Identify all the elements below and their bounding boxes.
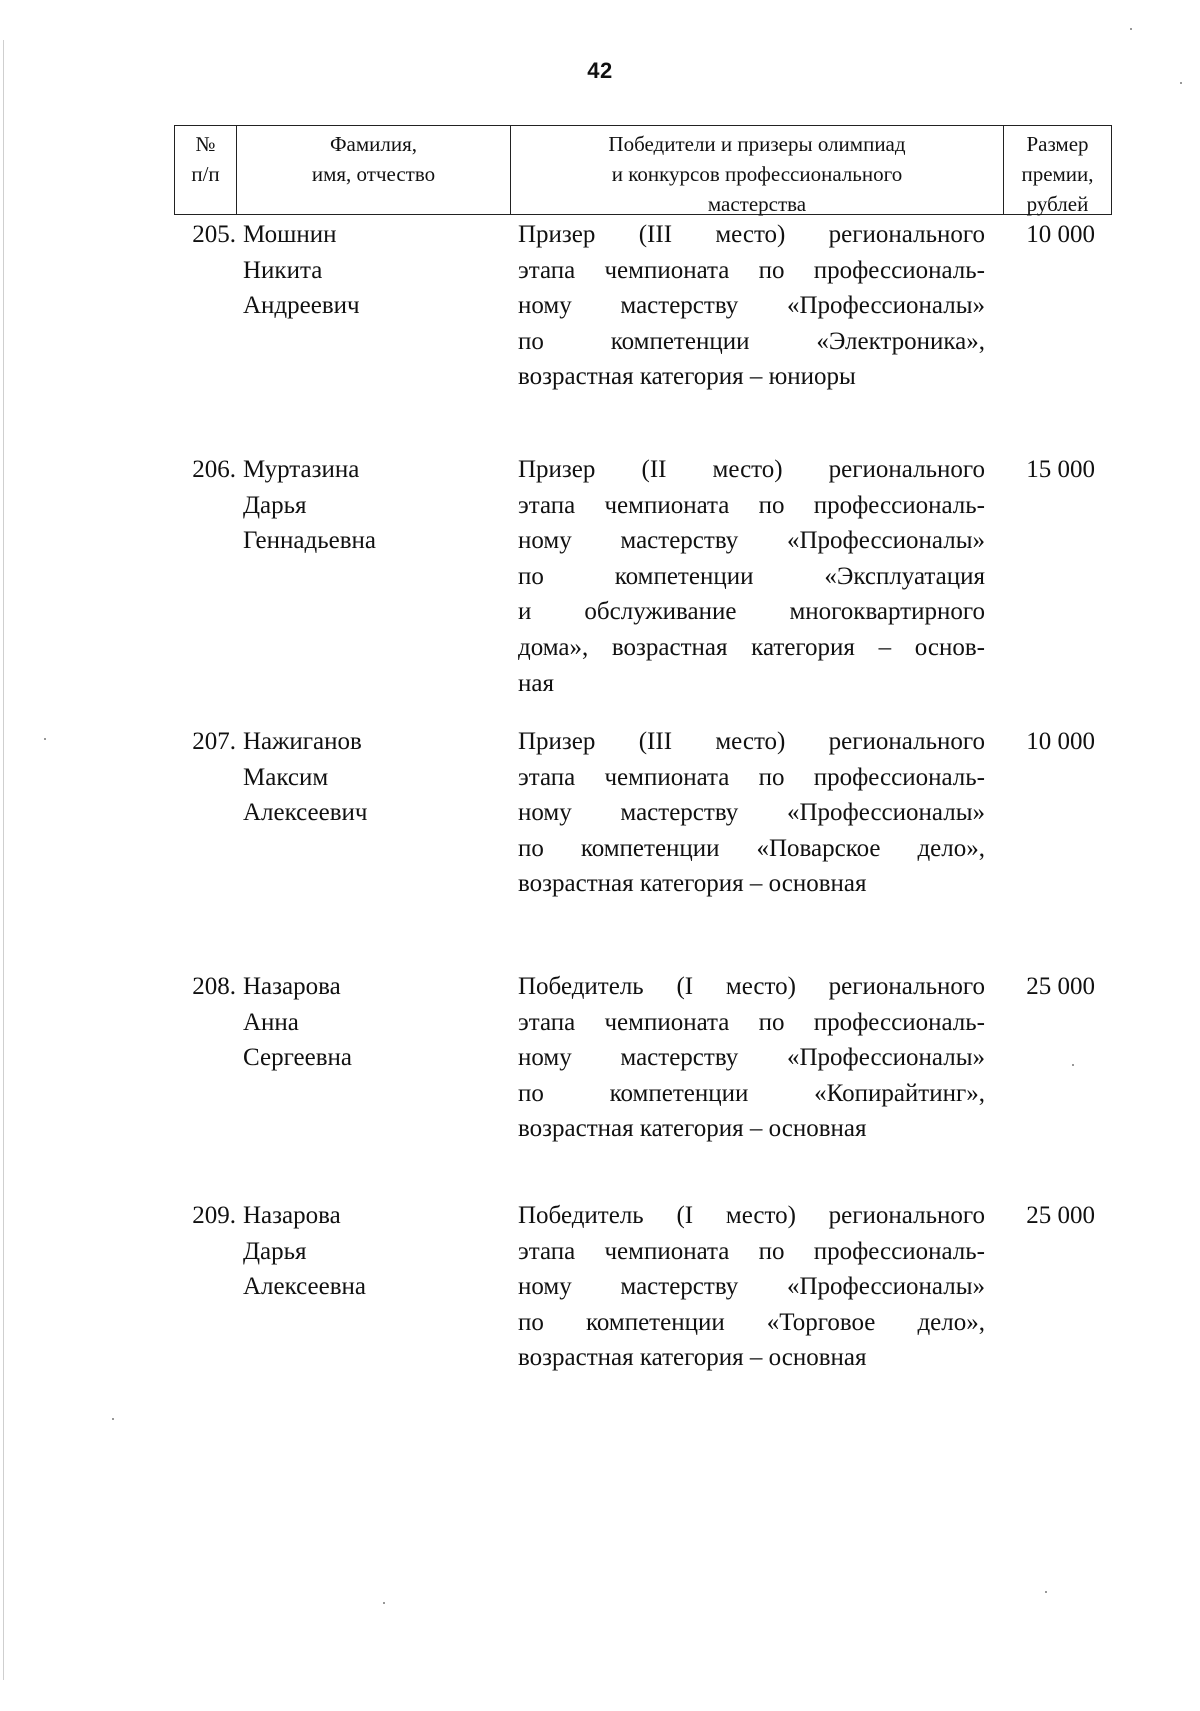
row-number: 208. — [192, 973, 236, 1000]
person-name: Назарова Анна Сергеевна — [243, 973, 352, 1072]
page-number: 42 — [587, 58, 613, 83]
person-name: Назарова Дарья Алексеевна — [243, 1202, 367, 1301]
person-name: Муртазина Дарья Геннадьевна — [243, 456, 376, 555]
award-description: Призер (III место) регионального этапа чемпионата по профессиональ- ному мастерству «Профессионалы» по компетенции «Электроника», возрастная категория – юниоры — [518, 221, 985, 391]
header-num: № п/п — [191, 132, 220, 186]
award-amount: 25 000 — [1026, 973, 1095, 1000]
header-description: Победители и призеры олимпиад и конкурсов профессионального мастерства — [510, 126, 1003, 214]
person-name: Нажиганов Максим Алексеевич — [243, 728, 368, 827]
table-header — [174, 125, 1112, 215]
scan-speck — [1072, 1064, 1074, 1066]
scan-speck — [1130, 28, 1132, 30]
award-amount: 25 000 — [1026, 1202, 1095, 1229]
award-amount: 10 000 — [1026, 221, 1095, 248]
award-description: Победитель (I место) регионального этапа чемпионата по профессиональ- ному мастерству «Профессионалы» по компетенции «Торговое дело», возрастная категория – основная — [518, 1202, 985, 1372]
person-name: Мошнин Никита Андреевич — [243, 221, 360, 320]
row-number: 206. — [192, 456, 236, 483]
scan-speck — [112, 1418, 114, 1420]
row-number: 205. — [192, 221, 236, 248]
scan-speck — [383, 1602, 385, 1604]
award-description: Призер (III место) регионального этапа чемпионата по профессиональ- ному мастерству «Профессионалы» по компетенции «Поварское дело», возрастная категория – основная — [518, 728, 985, 898]
scan-margin-line — [3, 40, 4, 1680]
award-description: Победитель (I место) регионального этапа чемпионата по профессиональ- ному мастерству «Профессионалы» по компетенции «Копирайтинг», возрастная категория – основная — [518, 973, 985, 1143]
scan-speck — [44, 738, 46, 740]
award-amount: 10 000 — [1026, 728, 1095, 755]
row-number: 207. — [192, 728, 236, 755]
scan-speck — [1180, 82, 1182, 84]
row-number: 209. — [192, 1202, 236, 1229]
header-name: Фамилия, имя, отчество — [236, 126, 510, 214]
header-amount: Размер премии, рублей — [1003, 126, 1111, 214]
award-description: Призер (II место) регионального этапа чемпионата по профессиональ- ному мастерству «Профессионалы» по компетенции «Эксплуатация и обслуживание многоквартирного дома», возрастная категория – основ- ная — [518, 456, 985, 697]
scan-speck — [1045, 1591, 1047, 1593]
award-amount: 15 000 — [1026, 456, 1095, 483]
